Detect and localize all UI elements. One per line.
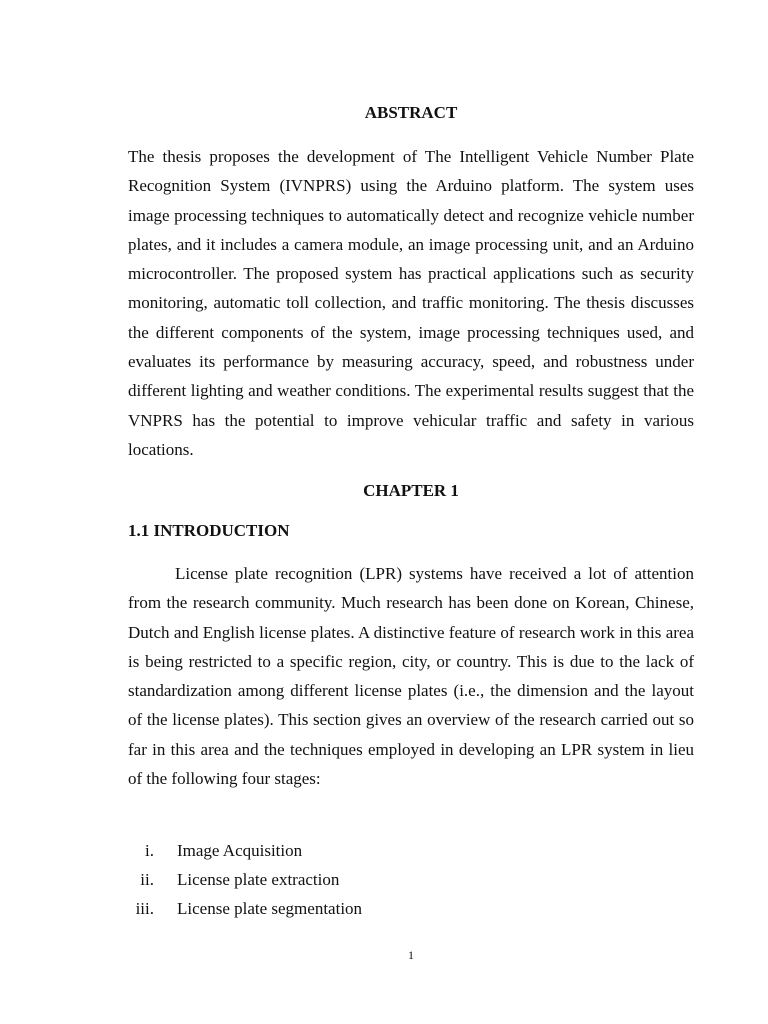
chapter-title: CHAPTER 1 [363,481,459,500]
abstract-title: ABSTRACT [364,103,458,122]
list-item-text: License plate segmentation [177,899,363,918]
list-item-text: License plate extraction [177,870,340,889]
abstract-paragraph: The thesis proposes the development of The Intelligent Vehicle Number Plate Recognition System (IVNPRS) using the Arduino platform. The system uses image processing techniques to automatically detect and recognize vehicle number plates, and it includes a camera module, an image processing unit, and an Arduino microcontroller. The proposed system has practical applications such as security monitoring, automatic toll collection, and traffic monitoring. The thesis discusses the different components of the system, image processing techniques used, and evaluates its performance by measuring accuracy, speed, and robustness under different lighting and weather conditions. The experimental results suggest that the VNPRS has the potential to improve vehicular traffic and safety in various locations. [128,147,694,459]
introduction-paragraph: License plate recognition (LPR) systems have received a lot of attention from the research community. Much research has been done on Korean, Chinese, Dutch and English license plates. A distinctive feature of research work in this area is being restricted to a specific region, city, or country. This is due to the lack of standardization among different license plates (i.e., the dimension and the layout of the license plates). This section gives an overview of the research carried out so far in this area and the techniques employed in developing an LPR system in lieu of the following four stages: [128,564,694,789]
section-heading-introduction: 1.1 INTRODUCTION [128,521,290,540]
list-item-number: iii. [135,899,154,918]
stages-list [128,836,694,923]
list-item-number: ii. [140,870,154,889]
page-number: 1 [408,948,414,962]
list-item-text: Image Acquisition [177,841,303,860]
list-item [128,836,694,865]
list-item [128,865,694,894]
list-item-number: i. [145,841,154,860]
list-item [128,894,694,923]
